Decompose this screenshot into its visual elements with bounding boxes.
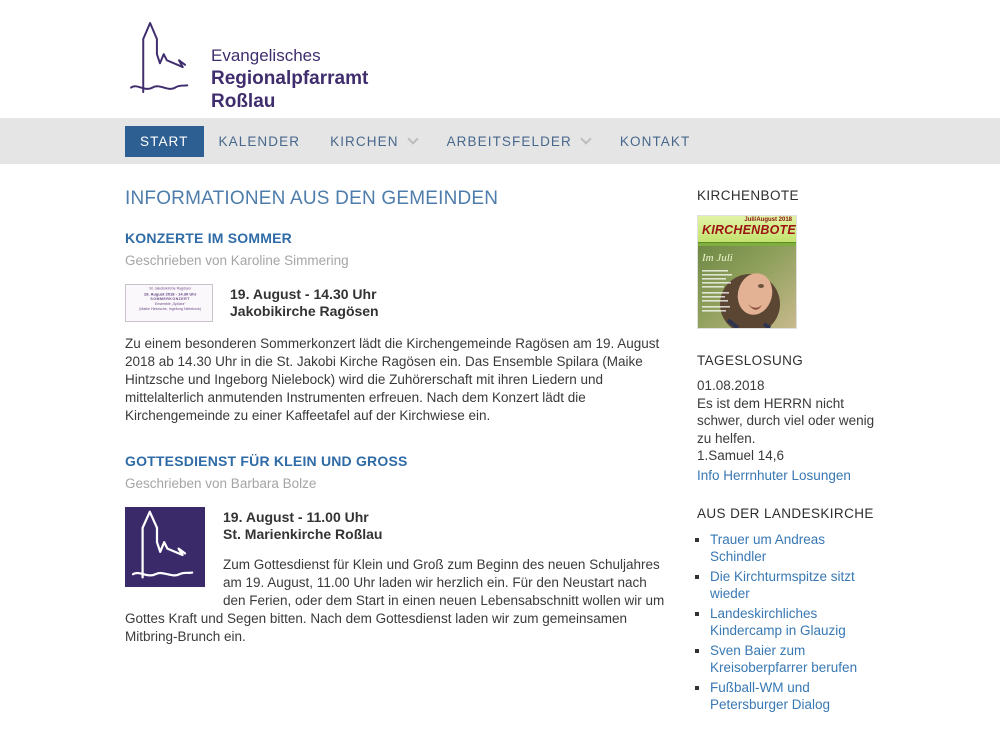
landeskirche-link-list <box>710 531 875 713</box>
tageslosung-verse: Es ist dem HERRN nicht schwer, durch viel oder wenig zu helfen. <box>697 395 875 446</box>
chevron-down-icon <box>582 135 590 143</box>
site-title <box>211 46 368 113</box>
landeskirche-link[interactable]: Fußball-WM und Petersburger Dialog <box>710 680 831 712</box>
kirchenbote-cover-image[interactable] <box>697 215 797 329</box>
sidebar <box>697 188 875 716</box>
nav-item-kirchen[interactable] <box>315 126 431 157</box>
event-datetime: 19. August - 11.00 Uhr <box>223 509 369 525</box>
church-icon <box>125 507 205 587</box>
page-title: INFORMATIONEN AUS DEN GEMEINDEN <box>125 188 499 209</box>
list-item <box>710 568 875 602</box>
nav-item-arbeitsfelder[interactable] <box>432 126 605 157</box>
nav-item-label: KIRCHEN <box>330 133 399 149</box>
main-navigation <box>0 118 1000 164</box>
article-konzerte-im-sommer <box>125 230 670 425</box>
svg-text:Im Juli: Im Juli <box>702 252 733 264</box>
article-title[interactable]: GOTTESDIENST FÜR KLEIN UND GROSS <box>125 453 408 469</box>
site-title-line1: Evangelisches <box>211 46 321 65</box>
article-gottesdienst <box>125 453 670 646</box>
site-title-line3: Roßlau <box>211 90 276 112</box>
article-body: Zum Gottesdienst für Klein und Groß zum Beginn des neuen Schuljahres am 19. August, 11.00 Uhr laden wir herzlich ein. Für den Neustart nach den Ferien, oder dem Start in einen neuen Lebensabschnitt wollen wir um Gottes Kraft und Segen bitten. Nach dem Gottesdienst laden wir zum gemeinsamen Mitbring-Brunch ein. <box>125 557 665 644</box>
cover-title: KIRCHENBOTE <box>702 223 796 237</box>
nav-item-label: ARBEITSFELDER <box>446 133 572 149</box>
list-item <box>710 531 875 565</box>
chevron-down-icon <box>409 135 417 143</box>
kirchenbote-section <box>697 188 875 329</box>
nav-item-kalender[interactable] <box>204 126 316 157</box>
event-location: St. Marienkirche Roßlau <box>223 526 383 542</box>
landeskirche-link[interactable]: Sven Baier zum Kreisoberpfarrer berufen <box>710 643 858 675</box>
nav-item-start[interactable] <box>125 126 204 157</box>
landeskirche-section <box>697 506 875 713</box>
flyer-line: SOMMERKONZERT <box>150 296 190 301</box>
church-logo-icon <box>125 14 201 108</box>
landeskirche-heading: AUS DER LANDESKIRCHE <box>697 506 874 521</box>
site-header <box>0 0 1000 118</box>
tageslosung-date: 01.08.2018 <box>697 378 765 393</box>
article-title[interactable]: KONZERTE IM SOMMER <box>125 230 292 246</box>
event-location: Jakobikirche Ragösen <box>230 303 379 319</box>
list-item <box>710 679 875 713</box>
article-byline: Geschrieben von Karoline Simmering <box>125 253 349 268</box>
nav-item-kontakt[interactable] <box>605 126 705 157</box>
main-column <box>125 188 670 716</box>
tageslosung-heading: TAGESLOSUNG <box>697 353 804 368</box>
list-item <box>710 605 875 639</box>
concert-flyer-thumbnail[interactable] <box>125 284 213 322</box>
flyer-line: Ensemble „Spilara“ <box>154 301 186 306</box>
flyer-line: 19. August 2018 - 14.30 Uhr <box>143 291 197 297</box>
tageslosung-reference: 1.Samuel 14,6 <box>697 448 785 463</box>
herrnhuter-losungen-link[interactable]: Info Herrnhuter Losungen <box>697 467 851 483</box>
landeskirche-link[interactable]: Die Kirchturmspitze sitzt wieder <box>710 569 855 601</box>
landeskirche-link[interactable]: Trauer um Andreas Schindler <box>710 532 826 564</box>
kirchenbote-heading: KIRCHENBOTE <box>697 188 799 203</box>
nav-item-label: START <box>140 133 189 149</box>
tageslosung-section <box>697 353 875 484</box>
church-thumbnail[interactable] <box>125 507 205 587</box>
nav-item-label: KALENDER <box>218 133 301 149</box>
landeskirche-link[interactable]: Landeskirchliches Kindercamp in Glauzig <box>710 606 846 638</box>
event-datetime: 19. August - 14.30 Uhr <box>230 286 377 302</box>
list-item <box>710 642 875 676</box>
cover-issue-date: Juli/August 2018 <box>744 217 792 223</box>
cover-photo <box>698 246 796 328</box>
flyer-line: St. Jakobskirche Ragösen <box>149 286 192 291</box>
nav-item-label: KONTAKT <box>619 133 691 149</box>
article-body: Zu einem besonderen Sommerkonzert lädt die Kirchengemeinde Ragösen am 19. August 2018 ab 14.30 Uhr in die St. Jakobi Kirche Ragösen ein. Das Ensemble Spilara (Maike Hintzsche und Ingeborg Nielebock) wird die Zuhörerschaft mit ihren Liedern und mittelalterlich anmutenden Instrumenten erfreuen. Nach dem Konzert lädt die Kirchengemeinde zu einer Kaffeetafel auf der Kirchwiese ein. <box>125 336 660 423</box>
article-byline: Geschrieben von Barbara Bolze <box>125 476 317 491</box>
site-title-line2: Regionalpfarramt <box>211 67 369 89</box>
flyer-line: (Maike Hintzsche, Ingeborg Nielebock) <box>139 306 202 311</box>
